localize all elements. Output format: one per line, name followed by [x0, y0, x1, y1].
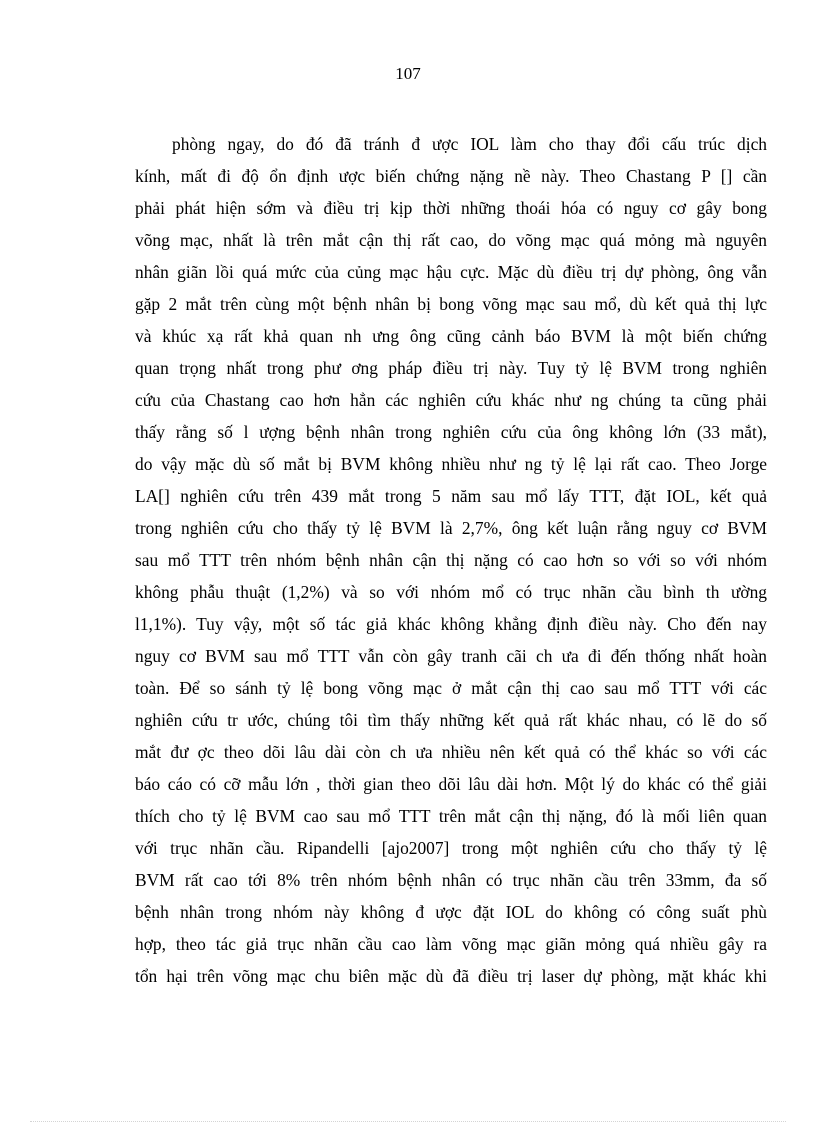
text-line: phòng ngay, do đó đã tránh đ ược IOL làm cho thay đổi cấu trúc dịch	[172, 134, 767, 154]
text-line: mắt đư ợc theo dõi lâu dài còn ch ưa nhiều nên kết quả có thể khác so với các	[135, 742, 767, 762]
text-line: gặp 2 mắt trên cùng một bệnh nhân bị bong võng mạc sau mổ, dù kết quả thị lực	[135, 294, 767, 314]
text-line: l1,1%). Tuy vậy, một số tác giả khác không khẳng định điều này. Cho đến nay	[135, 614, 767, 634]
text-line: thích cho tỷ lệ BVM cao sau mổ TTT trên mắt cận thị nặng, đó là mối liên quan	[135, 806, 767, 826]
text-line: trong nghiên cứu cho thấy tỷ lệ BVM là 2,7%, ông kết luận rằng nguy cơ BVM	[135, 518, 767, 538]
text-line: hợp, theo tác giả trục nhãn cầu cao làm võng mạc giãn mỏng quá nhiều gây ra	[135, 934, 767, 954]
page-bottom-divider	[30, 1121, 786, 1122]
text-line: BVM rất cao tới 8% trên nhóm bệnh nhân có trục nhãn cầu trên 33mm, đa số	[135, 870, 767, 890]
text-line: thấy rằng số l ượng bệnh nhân trong nghiên cứu của ông không lớn (33 mắt),	[135, 422, 767, 442]
text-line: nguy cơ BVM sau mổ TTT vẫn còn gây tranh cãi ch ưa đi đến thống nhất hoàn	[135, 646, 767, 666]
text-line: không phẫu thuật (1,2%) và so với nhóm mổ có trục nhãn cầu bình th ường	[135, 582, 767, 602]
text-line: toàn. Để so sánh tỷ lệ bong võng mạc ở mắt cận thị cao sau mổ TTT với các	[135, 678, 767, 698]
text-line: võng mạc, nhất là trên mắt cận thị rất cao, do võng mạc quá mỏng mà nguyên	[135, 230, 767, 250]
text-line: bệnh nhân trong nhóm này không đ ược đặt IOL do không có công suất phù	[135, 902, 767, 922]
text-line: và khúc xạ rất khả quan nh ưng ông cũng cảnh báo BVM là một biến chứng	[135, 326, 767, 346]
text-line: kính, mất đi độ ổn định ược biến chứng nặng nề này. Theo Chastang P [] cần	[135, 166, 767, 186]
text-line: nhân giãn lồi quá mức của củng mạc hậu cực. Mặc dù điều trị dự phòng, ông vẫn	[135, 262, 767, 282]
text-line: nghiên cứu tr ước, chúng tôi tìm thấy những kết quả rất khác nhau, có lẽ do số	[135, 710, 767, 730]
text-line: do vậy mặc dù số mắt bị BVM không nhiều như ng tỷ lệ lại rất cao. Theo Jorge	[135, 454, 767, 474]
text-line: báo cáo có cỡ mẫu lớn , thời gian theo dõi lâu dài hơn. Một lý do khác có thể giải	[135, 774, 767, 794]
text-line: tổn hại trên võng mạc chu biên mặc dù đã điều trị laser dự phòng, mặt khác khi	[135, 966, 767, 986]
text-line: phải phát hiện sớm và điều trị kịp thời những thoái hóa có nguy cơ gây bong	[135, 198, 767, 218]
text-line: cứu của Chastang cao hơn hẳn các nghiên cứu khác như ng chúng ta cũng phải	[135, 390, 767, 410]
page-number: 107	[395, 64, 421, 83]
text-line: với trục nhãn cầu. Ripandelli [ajo2007] trong một nghiên cứu cho thấy tỷ lệ	[135, 838, 767, 858]
text-line: sau mổ TTT trên nhóm bệnh nhân cận thị nặng có cao hơn so với so với nhóm	[135, 550, 767, 570]
body-paragraph	[135, 128, 767, 992]
text-line: LA[] nghiên cứu trên 439 mắt trong 5 năm sau mổ lấy TTT, đặt IOL, kết quả	[135, 486, 767, 506]
text-line: quan trọng nhất trong phư ơng pháp điều trị này. Tuy tỷ lệ BVM trong nghiên	[135, 358, 767, 378]
